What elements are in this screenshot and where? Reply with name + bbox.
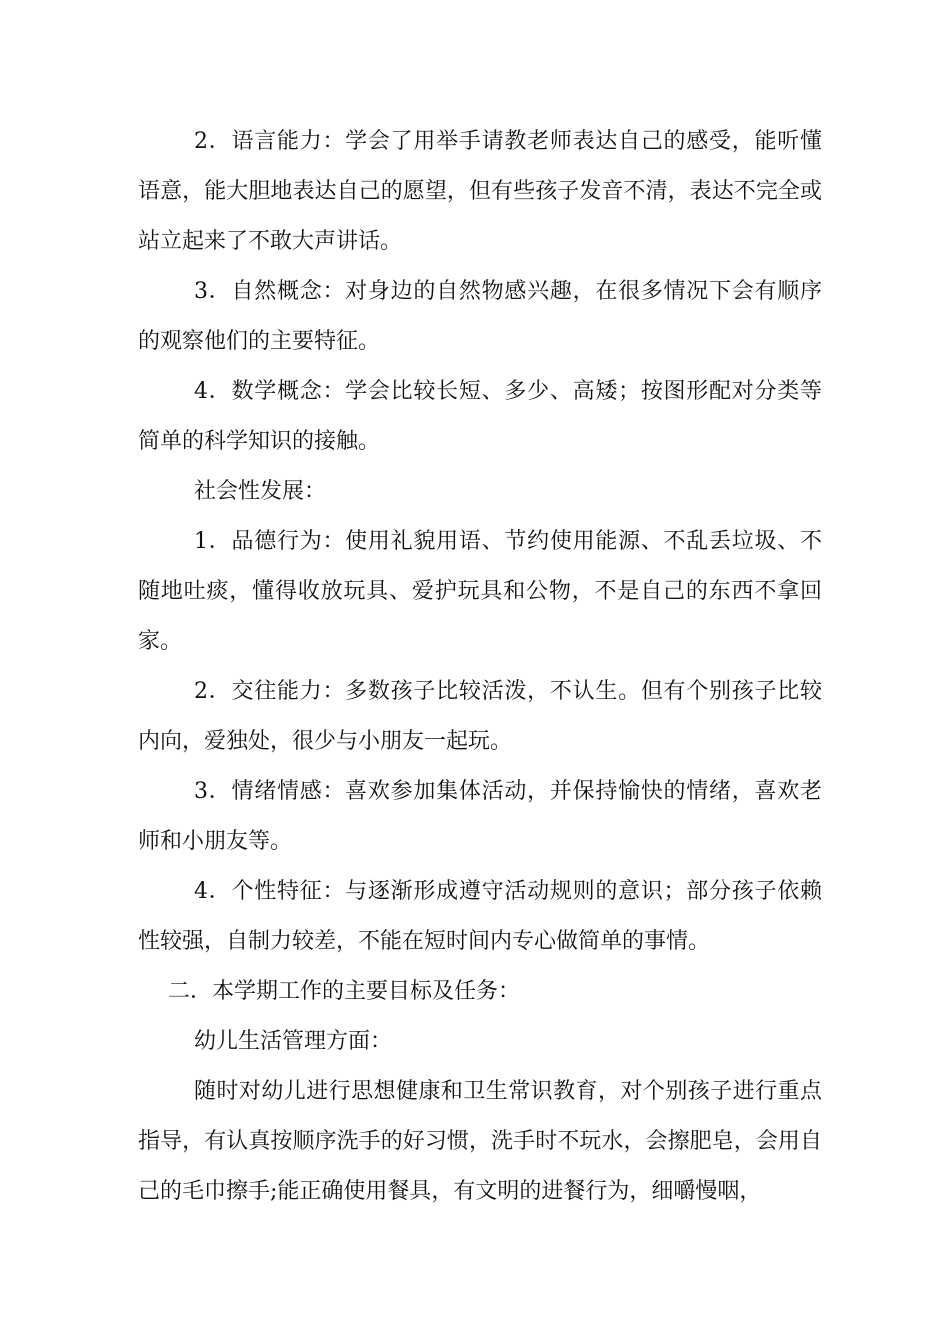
paragraph-hygiene-education: 随时对幼儿进行思想健康和卫生常识教育，对个别孩子进行重点指导，有认真按顺序洗手的好习惯，洗手时不玩水，会擦肥皂，会用自己的毛巾擦手;能正确使用餐具，有文明的进餐行为，细嚼慢咽， [138,1079,822,1204]
paragraph-language-ability: 2．语言能力：学会了用举手请教老师表达自己的感受，能听懂语意，能大胆地表达自己的愿望，但有些孩子发音不清，表达不完全或站立起来了不敢大声讲话。 [138,129,822,254]
paragraph-personality: 4．个性特征：与逐渐形成遵守活动规则的意识；部分孩子依赖性较强，自制力较差，不能在短时间内专心做简单的事情。 [138,879,822,954]
heading-semester-goals: 二．本学期工作的主要目标及任务： [168,979,521,1004]
heading-social-development: 社会性发展： [194,479,327,504]
paragraph-nature-concept: 3．自然概念：对身边的自然物感兴趣，在很多情况下会有顺序的观察他们的主要特征。 [138,279,822,354]
heading-life-management: 幼儿生活管理方面： [194,1029,393,1054]
paragraph-math-concept: 4．数学概念：学会比较长短、多少、高矮；按图形配对分类等简单的科学知识的接触。 [138,379,822,454]
paragraph-communication-ability: 2．交往能力：多数孩子比较活泼，不认生。但有个别孩子比较内向，爱独处，很少与小朋友一起玩。 [138,679,822,754]
paragraph-emotions: 3．情绪情感：喜欢参加集体活动，并保持愉快的情绪，喜欢老师和小朋友等。 [138,779,822,854]
document-body [138,117,822,1217]
paragraph-moral-behavior: 1．品德行为：使用礼貌用语、节约使用能源、不乱丢垃圾、不随地吐痰，懂得收放玩具、爱护玩具和公物，不是自己的东西不拿回家。 [138,529,822,654]
